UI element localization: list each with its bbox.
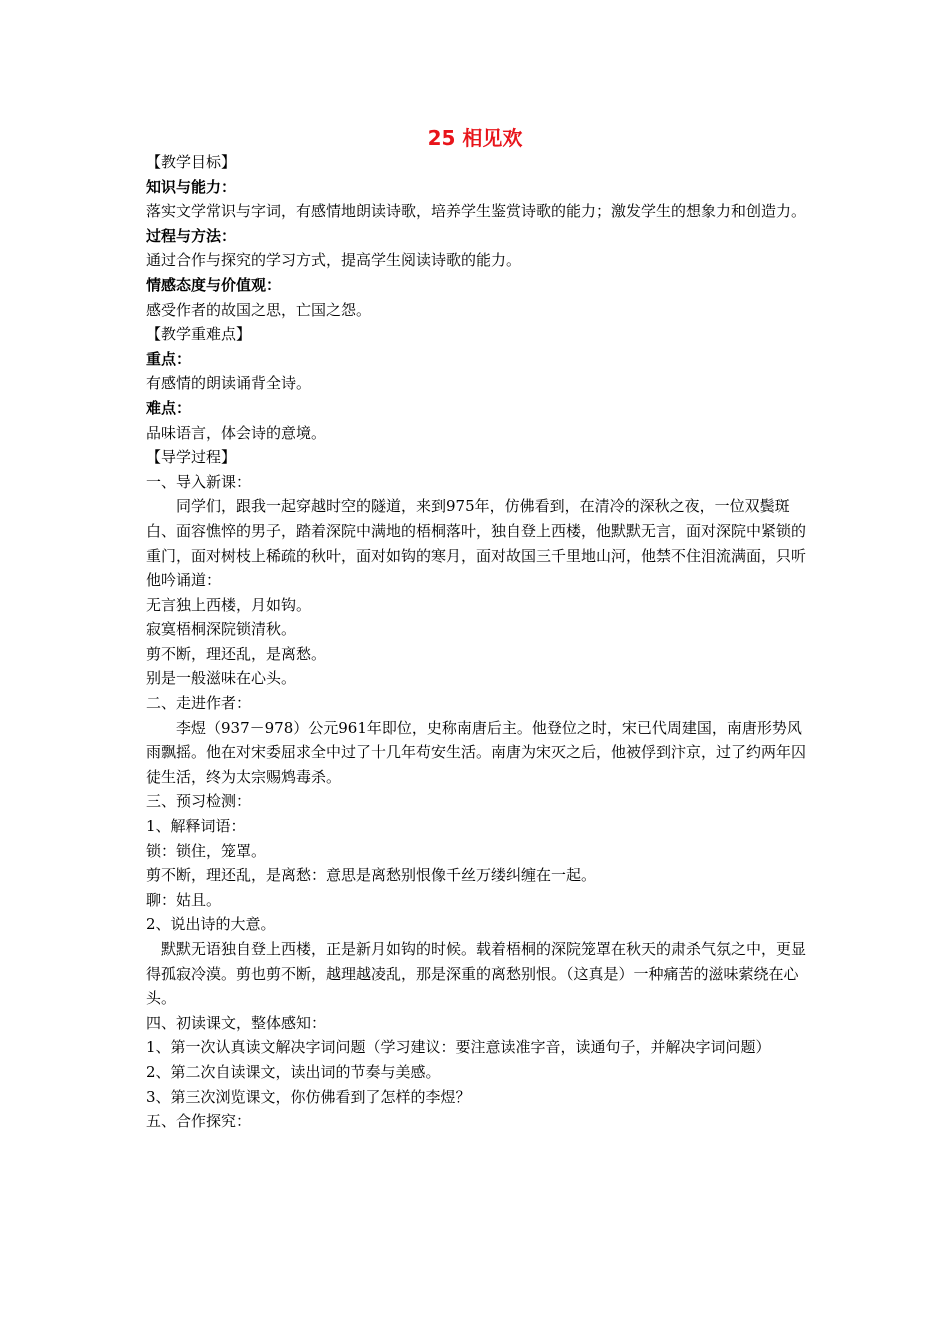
- key-text: 有感情的朗读诵背全诗。: [146, 374, 312, 393]
- process-heading: 【导学过程】: [146, 448, 237, 467]
- knowledge-label: 知识与能力：: [146, 177, 237, 196]
- emotion-label: 情感态度与价值观：: [146, 275, 282, 294]
- document-body: [146, 150, 816, 1134]
- section-2-heading: 二、走进作者：: [146, 694, 252, 713]
- section-1-heading: 一、导入新课：: [146, 472, 252, 491]
- meaning-paragraph: 默默无语独自登上西楼，正是新月如钩的时候。载着梧桐的深院笼罩在秋天的肃杀气氛之中，更显得孤寂冷漠。剪也剪不断，越理越凌乱，那是深重的离愁别恨。（这真是）一种痛苦的滋味萦绕在心头。: [146, 940, 807, 1008]
- page-title: 25 相见欢: [427, 126, 523, 150]
- vocab-item: 锁：锁住，笼罩。: [146, 841, 267, 860]
- reading-step: 3、第三次浏览课文，你仿佛看到了怎样的李煜？: [146, 1087, 471, 1106]
- poem-line: 别是一般滋味在心头。: [146, 669, 297, 688]
- process-text: 通过合作与探究的学习方式，提高学生阅读诗歌的能力。: [146, 251, 522, 270]
- intro-paragraph: 同学们，跟我一起穿越时空的隧道，来到975年，仿佛看到，在清冷的深秋之夜，一位双鬓斑白、面容憔悴的男子，踏着深院中满地的梧桐落叶，独自登上西楼，他默默无言，面对深院中紧锁的重门，面对树枝上稀疏的秋叶，面对如钩的寒月，面对故国三千里地山河，他禁不住泪流满面，只听他吟诵道：: [146, 497, 807, 590]
- section-5-heading: 五、合作探究：: [146, 1112, 252, 1131]
- vocab-item: 剪不断，理还乱，是离愁：意思是离愁别恨像千丝万缕纠缠在一起。: [146, 866, 597, 885]
- meaning-heading: 2、说出诗的大意。: [146, 915, 276, 934]
- key-heading: 【教学重难点】: [146, 325, 252, 344]
- poem-line: 无言独上西楼，月如钩。: [146, 595, 312, 614]
- difficult-label: 难点：: [146, 398, 192, 417]
- emotion-text: 感受作者的故国之思，亡国之怨。: [146, 300, 372, 319]
- vocab-heading: 1、解释词语：: [146, 817, 246, 836]
- author-paragraph: 李煜（937－978）公元961年即位，史称南唐后主。他登位之时，宋已代周建国，南唐形势风雨飘摇。他在对宋委屈求全中过了十几年苟安生活。南唐为宋灭之后，他被俘到汴京，过了约两年囚徒生活，终为太宗赐鸩毒杀。: [146, 718, 807, 786]
- knowledge-text: 落实文学常识与字词，有感情地朗读诗歌，培养学生鉴赏诗歌的能力；激发学生的想象力和创造力。: [146, 202, 807, 221]
- difficult-text: 品味语言，体会诗的意境。: [146, 423, 327, 442]
- reading-step: 1、第一次认真读文解决字词问题（学习建议：要注意读准字音，读通句子，并解决字词问题）: [146, 1038, 771, 1057]
- vocab-item: 聊：姑且。: [146, 890, 222, 909]
- process-label: 过程与方法：: [146, 226, 237, 245]
- reading-step: 2、第二次自读课文，读出词的节奏与美感。: [146, 1062, 441, 1081]
- section-4-heading: 四、初读课文，整体感知：: [146, 1013, 327, 1032]
- section-3-heading: 三、预习检测：: [146, 792, 252, 811]
- goals-heading: 【教学目标】: [146, 153, 237, 171]
- poem-line: 剪不断，理还乱，是离愁。: [146, 644, 327, 663]
- poem-line: 寂寞梧桐深院锁清秋。: [146, 620, 297, 639]
- key-label: 重点：: [146, 349, 192, 368]
